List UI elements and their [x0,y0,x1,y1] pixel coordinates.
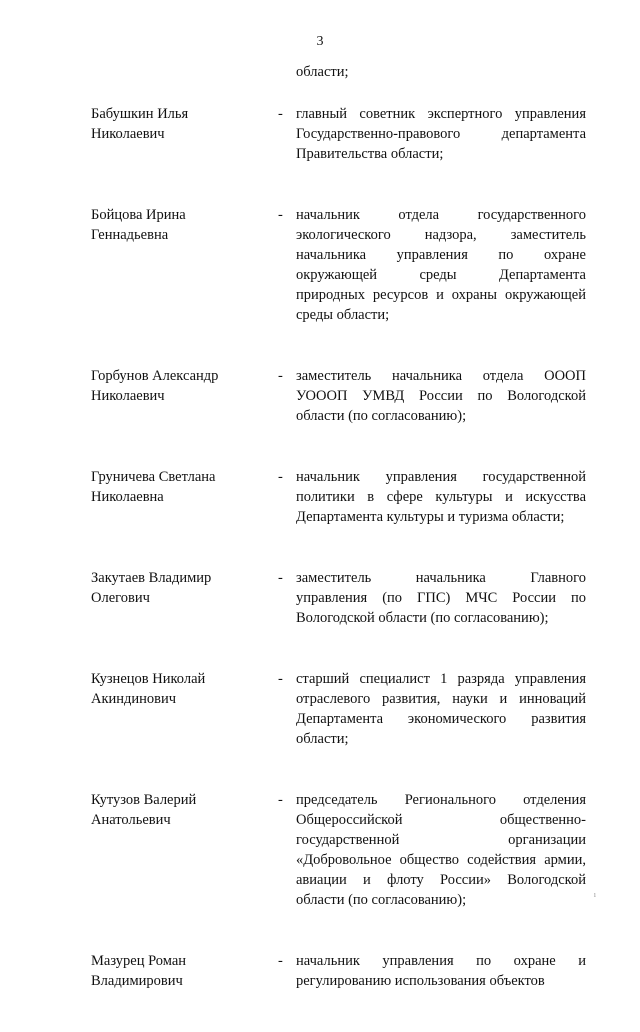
member-position-line: авиации и флоту России» Вологодской [296,872,586,888]
member-position [296,366,586,426]
member-position-line: области (по согласованию); [296,408,467,424]
corner-mark: ı [593,890,596,899]
member-position-line: Общероссийской общественно- [296,812,586,828]
member-name-line: Мазурец Роман [91,953,187,969]
member-position-line: «Добровольное общество содействия армии, [296,852,586,868]
member-name-line: Олегович [91,590,150,606]
member-position-line: Государственно-правового департамента [296,126,586,142]
member-position-line: управления (по ГПС) МЧС России по [296,590,586,606]
member-position [296,467,586,527]
dash-separator: - [278,792,283,808]
member-position-line: политики в сфере культуры и искусства [296,489,586,505]
member-position-line: Правительства области; [296,146,444,162]
member-list [0,104,640,1032]
member-entry [0,467,640,527]
member-entry [0,366,640,426]
member-entry [0,669,640,749]
member-position-line: регулированию использования объектов [296,973,545,989]
dash-separator: - [278,671,283,687]
member-position-line: начальник управления государственной [296,469,586,485]
dash-separator: - [278,368,283,384]
member-position [296,205,586,325]
member-name-line: Николаевич [91,126,165,142]
member-position-line: Департамента культуры и туризма области; [296,509,565,525]
member-name-line: Геннадьевна [91,227,169,243]
member-position-line: окружающей среды Департамента [296,267,586,283]
member-name [91,568,271,608]
member-position [296,951,586,991]
dash-separator: - [278,953,283,969]
dash-separator: - [278,570,283,586]
member-name-line: Закутаев Владимир [91,570,212,586]
dash-separator: - [278,469,283,485]
member-position-line: области; [296,731,349,747]
member-position-line: начальник управления по охране и [296,953,586,969]
member-name-line: Анатольевич [91,812,171,828]
member-position-line: начальника управления по охране [296,247,586,263]
member-position-line: заместитель начальника отдела ОООП [296,368,586,384]
member-position-line: начальник отдела государственного [296,207,586,223]
member-name [91,104,271,144]
member-name-line: Николаевич [91,388,165,404]
member-name [91,790,271,830]
member-position-line: заместитель начальника Главного [296,570,586,586]
member-name [91,669,271,709]
member-name-line: Владимирович [91,973,183,989]
member-name-line: Бабушкин Илья [91,106,189,122]
dash-separator: - [278,207,283,223]
member-name-line: Акиндинович [91,691,177,707]
page-number: 3 [316,34,324,49]
member-position-line: государственной организации [296,832,586,848]
member-position [296,104,586,164]
member-position [296,790,586,910]
member-name-line: Николаевна [91,489,164,505]
member-name [91,205,271,245]
dash-separator: - [278,106,283,122]
member-position-line: Вологодской области (по согласованию); [296,610,549,626]
member-name-line: Кутузов Валерий [91,792,197,808]
member-position-line: Департамента экономического развития [296,711,586,727]
member-name [91,467,271,507]
continued-text: области; [296,64,349,80]
member-position-line: экологического надзора, заместитель [296,227,586,243]
member-entry [0,790,640,910]
member-entry [0,205,640,325]
member-position-line: УОООП УМВД России по Вологодской [296,388,586,404]
member-entry [0,951,640,991]
member-position-line: области (по согласованию); [296,892,467,908]
member-name [91,366,271,406]
member-position-line: отраслевого развития, науки и инноваций [296,691,586,707]
member-entry [0,104,640,164]
member-name-line: Кузнецов Николай [91,671,206,687]
member-position [296,568,586,628]
member-name [91,951,271,991]
member-position-line: председатель Регионального отделения [296,792,586,808]
member-position-line: природных ресурсов и охраны окружающей [296,287,586,303]
member-name-line: Груничева Светлана [91,469,216,485]
member-entry [0,568,640,628]
member-position [296,669,586,749]
member-position-line: главный советник экспертного управления [296,106,586,122]
member-position-line: старший специалист 1 разряда управления [296,671,586,687]
member-name-line: Горбунов Александр [91,368,219,384]
member-name-line: Бойцова Ирина [91,207,186,223]
member-position-line: среды области; [296,307,390,323]
